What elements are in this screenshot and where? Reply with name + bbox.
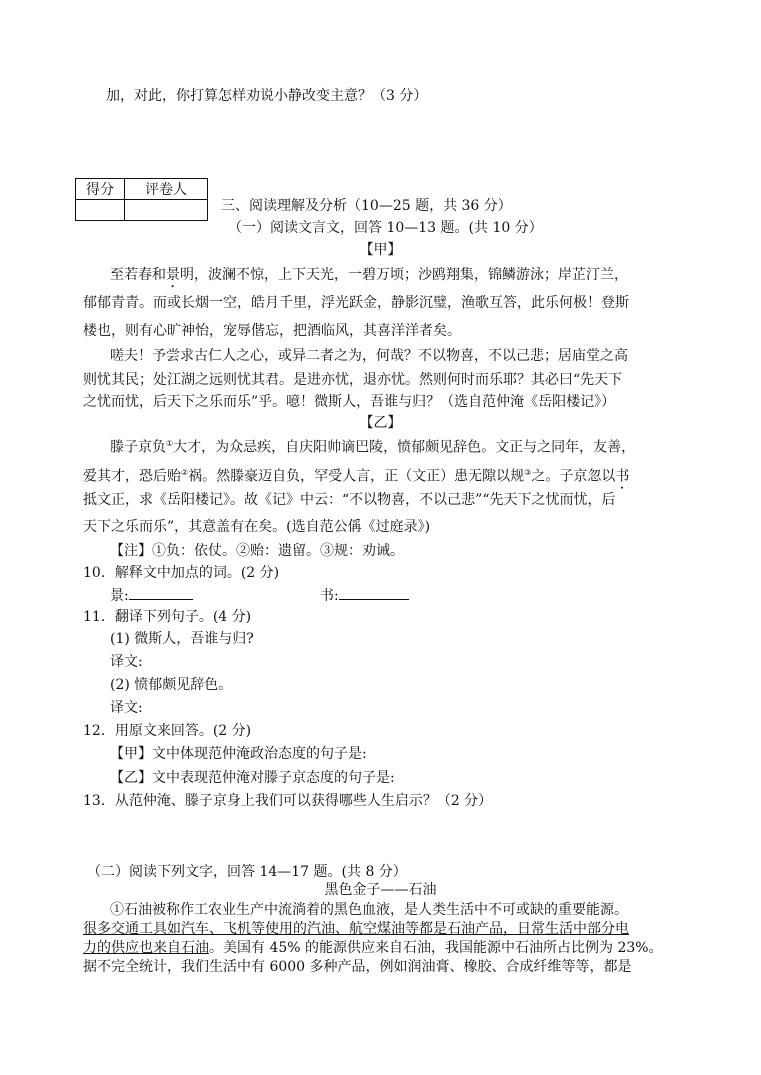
jia-line: 嗟夫！予尝求古仁人之心，或异二者之为，何哉？不以物喜，不以己悲；居庙堂之高 xyxy=(110,348,628,364)
q11-translation-2: 译文: xyxy=(110,700,143,716)
q13-question: 13．从范仲淹、滕子京身上我们可以获得哪些人生启示？（2 分） xyxy=(83,793,493,809)
part1-title: （一）阅读文言文，回答 10—13 题。(共 10 分） xyxy=(228,220,543,236)
q9-tail-text: 加，对此，你打算怎样劝说小静改变主意？（3 分） xyxy=(106,88,428,104)
answer-blank[interactable] xyxy=(339,585,409,600)
grader-cell xyxy=(125,200,208,221)
article-line: 据不完全统计，我们生活中有 6000 多种产品，例如润油膏、橡胶、合成纤维等等，都是 xyxy=(83,959,632,975)
score-label: 得分 xyxy=(76,179,125,200)
q10-answer-shu: 书: xyxy=(320,585,409,606)
q11-question: 11．翻译下列句子。(4 分) xyxy=(83,609,252,625)
article-title: 黑色金子——石油 xyxy=(324,882,437,898)
article-line: ①石油被称作工农业生产中流淌着的黑色血液，是人类生活中不可或缺的重要能源。 xyxy=(110,902,628,918)
answer-blank[interactable] xyxy=(129,585,193,600)
q12-part-yi: 【乙】文中表现范仲淹对滕子京态度的句子是: xyxy=(110,770,395,786)
score-cell xyxy=(76,200,125,221)
article-line: 力的供应也来自石油。美国有 45% 的能源供应来自石油，我国能源中石油所占比例为 23%。 xyxy=(83,940,663,956)
grader-label: 评卷人 xyxy=(125,179,208,200)
part2-title: （二）阅读下列文字，回答 14—17 题。(共 8 分） xyxy=(87,864,407,880)
q10-answer-jing: 景: xyxy=(110,585,193,606)
yi-line: 天下之乐而乐”，其意盖有在矣。(选自范公偁《过庭录》) xyxy=(83,519,431,535)
q12-part-jia: 【甲】文中体现范仲淹政治态度的句子是: xyxy=(110,746,367,762)
jia-line: 之忧而忧，后天下之乐而乐”乎。噫！微斯人，吾谁与归？（选自范仲淹《岳阳楼记》） xyxy=(83,394,616,410)
yi-line: 滕子京负①大才，为众忌疾，自庆阳帅谪巴陵，愤郁颇见辞色。文正与之同年，友善， xyxy=(110,439,636,456)
q10-question: 10．解释文中加点的词。(2 分) xyxy=(83,565,280,581)
jia-line: 至若春和景明，波澜不惊，上下天光，一碧万顷；沙鸥翔集，锦鳞游泳；岸芷汀兰， xyxy=(110,267,628,283)
yi-line: 爱其才，恐后贻②祸。然滕豪迈自负，罕受人言，正（文正）患无隙以规③之。子京忽以书 xyxy=(83,468,630,485)
yi-header: 【乙】 xyxy=(359,415,402,431)
annotation-note: 【注】①负：依仗。②贻：遗留。③规：劝诫。 xyxy=(110,543,404,559)
jia-line: 楼也，则有心旷神怡，宠辱偕忘，把酒临风，其喜洋洋者矣。 xyxy=(83,323,461,339)
jia-header: 【甲】 xyxy=(359,242,402,258)
jia-line: 则忧其民；处江湖之远则忧其君。是进亦忧，退亦忧。然则何时而乐耶？其必曰“先天下 xyxy=(83,372,623,388)
score-table xyxy=(75,178,208,221)
q12-question: 12．用原文来回答。(2 分) xyxy=(83,723,252,739)
article-line: 很多交通工具如汽车、飞机等使用的汽油、航空煤油等都是石油产品，日常生活中部分电 xyxy=(83,921,629,937)
jia-line: 郁郁青青。而或长烟一空，皓月千里，浮光跃金，静影沉璧，渔歌互答，此乐何极！登斯 xyxy=(83,295,629,311)
q11-sentence-2: (2) 愤郁颇见辞色。 xyxy=(110,677,233,693)
section3-title: 三、阅读理解及分析（10—25 题，共 36 分） xyxy=(221,198,512,214)
yi-line: 抵文正，求《岳阳楼记》。故《记》中云：“不以物喜，不以己悲”“先天下之忧而忧，后 xyxy=(83,492,616,508)
q11-sentence-1: (1) 微斯人，吾谁与归? xyxy=(110,631,254,647)
q11-translation-1: 译文: xyxy=(110,654,143,670)
